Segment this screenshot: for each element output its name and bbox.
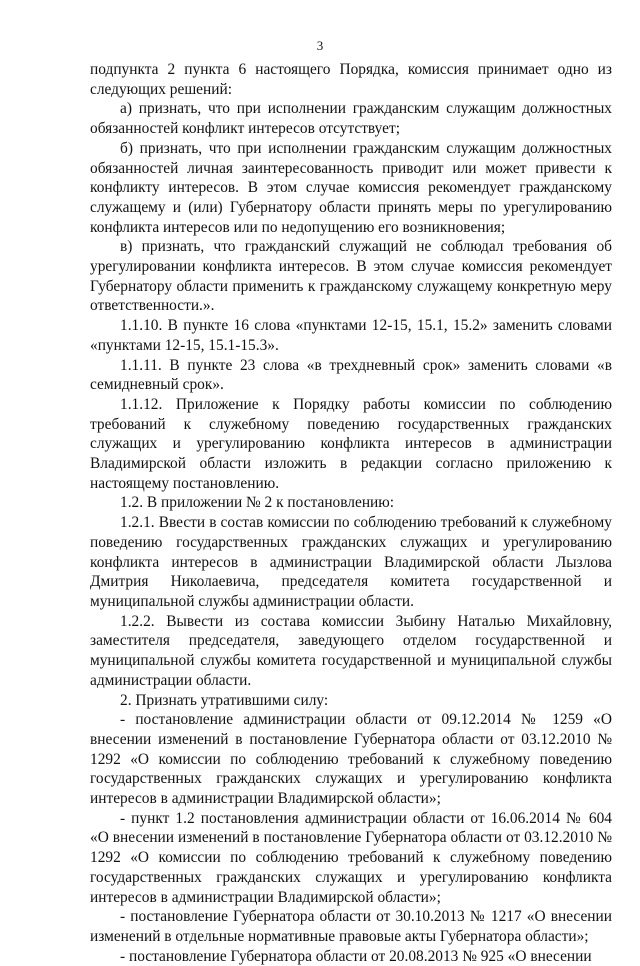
paragraph-decision-v: в) признать, что гражданский служащий не соблюдал требования об урегулировании конфликта интересов. В этом случае комиссия рекомендует Губернатору области применить к гражданскому служащему конкретную меру ответственности.». bbox=[90, 238, 612, 315]
list-item-repealed-1: - постановление администрации области от 09.12.2014 № 1259 «О внесении изменений в постановление Губернатора области от 03.12.2010 № 1292 «О комиссии по соблюдению требований к служебному поведению государственных гражданских служащих и урегулированию конфликта интересов в администрации Владимирской области»; bbox=[90, 711, 612, 808]
document-body bbox=[90, 60, 612, 966]
paragraph-decision-a: а) признать, что при исполнении гражданским служащим должностных обязанностей конфликт интересов отсутствует; bbox=[90, 100, 612, 138]
list-item-repealed-3: - постановление Губернатора области от 30.10.2013 № 1217 «О внесении изменений в отдельные нормативные правовые акты Губернатора области»; bbox=[90, 908, 612, 945]
list-item-repealed-4: - постановление Губернатора области от 20.08.2013 № 925 «О внесении bbox=[120, 947, 592, 965]
paragraph-1-1-12: 1.1.12. Приложение к Порядку работы комиссии по соблюдению требований к служебному поведению государственных гражданских служащих и урегулированию конфликта интересов в администрации Владимирской области изложить в редакции согласно приложению к настоящему постановлению. bbox=[90, 395, 612, 492]
paragraph-continuation: подпункта 2 пункта 6 настоящего Порядка, комиссия принимает одно из следующих решений: bbox=[90, 61, 612, 98]
page-number: 3 bbox=[316, 38, 324, 53]
paragraph-1-1-10: 1.1.10. В пункте 16 слова «пунктами 12-15, 15.1, 15.2» заменить словами «пунктами 12-15, 15.1-15.3». bbox=[90, 317, 612, 354]
list-item-repealed-2: - пункт 1.2 постановления администрации области от 16.06.2014 № 604 «О внесении изменений в постановление Губернатора области от 03.12.2010 № 1292 «О комиссии по соблюдению требований к служебному поведению государственных гражданских служащих и урегулированию конфликта интересов в администрации Владимирской области»; bbox=[90, 809, 612, 906]
paragraph-1-2-1: 1.2.1. Ввести в состав комиссии по соблюдению требований к служебному поведению государственных гражданских служащих и урегулированию конфликта интересов в администрации Владимирской области Лызлова Дмитрия Николаевича, председателя комитета государственной и муниципальной службы администрации области. bbox=[90, 514, 612, 610]
paragraph-decision-b: б) признать, что при исполнении гражданским служащим должностных обязанностей личная заинтересованность приводит или может привести к конфликту интересов. В этом случае комиссия рекомендует гражданскому служащему и (или) Губернатору области принять меры по урегулированию конфликта интересов или по недопущению его возникновения; bbox=[90, 139, 612, 236]
paragraph-1-1-11: 1.1.11. В пункте 23 слова «в трехдневный срок» заменить словами «в семидневный срок». bbox=[90, 356, 612, 394]
paragraph-1-2: 1.2. В приложении № 2 к постановлению: bbox=[120, 494, 395, 512]
paragraph-2: 2. Признать утратившими силу: bbox=[120, 691, 329, 709]
paragraph-1-2-2: 1.2.2. Вывести из состава комиссии Зыбину Наталью Михайловну, заместителя председателя, заведующего отделом государственной и муниципальной службы комитета государственной и муниципальной службы администрации области. bbox=[90, 612, 612, 689]
